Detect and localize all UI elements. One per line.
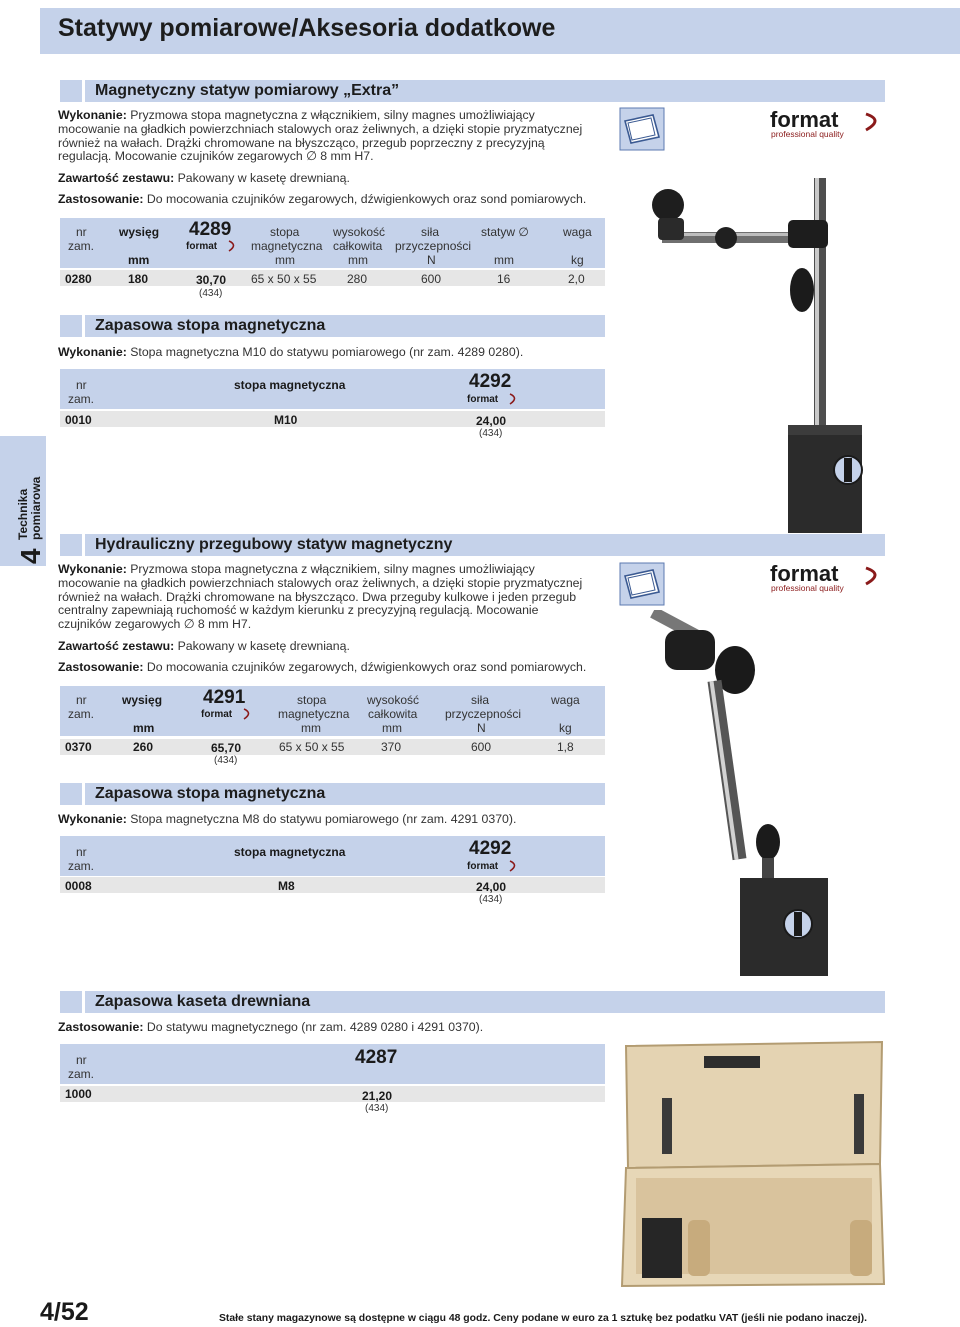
col-header-zam: zam. <box>68 392 95 406</box>
logo-wordmark-small: format <box>467 861 499 872</box>
col-header-stopa-magnetyczna: stopa magnetyczna <box>234 378 346 392</box>
format-logo-small <box>466 392 520 406</box>
format-logo-small <box>466 859 520 873</box>
col-header-waga: waga <box>563 225 592 239</box>
col-header-stopa-2: magnetyczna <box>278 707 350 721</box>
cell-price: 24,00 <box>476 880 507 894</box>
contents-line <box>58 171 350 185</box>
product-image-magnetic-stand <box>648 170 888 540</box>
logo-wordmark-small: format <box>467 394 499 405</box>
cell-nr: 0008 <box>65 879 92 893</box>
contents-text: Pakowany w kasetę drewnianą. <box>174 171 350 185</box>
col-header-stopa-unit: mm <box>275 253 295 267</box>
col-header-zam: zam. <box>68 239 95 253</box>
logo-wordmark: format <box>770 108 839 132</box>
cell-stopa: 65 x 50 x 55 <box>279 740 345 754</box>
col-header-sila-unit: N <box>477 721 486 735</box>
cell-wysieg: 180 <box>128 272 149 286</box>
cell-nr: 0280 <box>65 272 92 286</box>
table-header <box>60 1044 605 1084</box>
application-text: Do statywu magnetycznego (nr zam. 4289 0280 i 4291 0370). <box>143 1020 484 1034</box>
col-header-zam: zam. <box>68 1067 95 1081</box>
col-header-sila: siła <box>471 693 490 707</box>
col-header-sila-2: przyczepności <box>445 707 522 721</box>
contents-line <box>58 639 350 653</box>
description-line: również na wałach. Drążki chromowane na błyszcząco, przegub poprzeczny z precyzyjną <box>58 135 545 150</box>
format-logo <box>768 108 888 140</box>
logo-wordmark: format <box>770 562 839 586</box>
article-number: 4289 <box>189 219 232 240</box>
label-wykonanie: Wykonanie: <box>58 562 127 576</box>
col-header-wysieg: wysięg <box>119 225 160 239</box>
table-row <box>60 411 605 427</box>
section-title: Magnetyczny statyw pomiarowy „Extra” <box>85 80 885 102</box>
label-wykonanie: Wykonanie: <box>58 345 127 359</box>
section-title: Zapasowa stopa magnetyczna <box>85 315 605 337</box>
label-zastosowanie: Zastosowanie: <box>58 660 144 674</box>
col-header-wysieg: wysięg <box>122 693 163 707</box>
section-marker <box>60 315 82 337</box>
col-header-wysokosc-unit: mm <box>382 721 402 735</box>
cell-sila: 600 <box>421 272 442 286</box>
application-line <box>58 1020 483 1034</box>
col-header-stopa-2: magnetyczna <box>251 239 323 253</box>
description-line: mocowanie na gładkich powierzchniach stalowych oraz żeliwnych, a dzięki stopie pryzmatycznej <box>58 121 583 136</box>
cell-price: 65,70 <box>211 741 242 755</box>
col-header-nr: nr <box>76 378 87 392</box>
cell-price-ref: (434) <box>479 428 503 439</box>
cell-waga: 1,8 <box>557 740 574 754</box>
label-zawartosc: Zawartość zestawu: <box>58 171 175 185</box>
cell-waga: 2,0 <box>568 272 585 286</box>
cell-stopa: M8 <box>278 879 295 893</box>
col-header-stopa-magnetyczna: stopa magnetyczna <box>234 845 346 859</box>
description-line <box>58 345 523 359</box>
format-logo-small <box>200 707 254 721</box>
cell-nr: 0370 <box>65 740 92 754</box>
description-text: Stopa magnetyczna M10 do statywu pomiarowego (nr zam. 4289 0280). <box>126 345 524 359</box>
col-header-wysokosc-2: całkowita <box>368 707 418 721</box>
label-zawartosc: Zawartość zestawu: <box>58 639 175 653</box>
chapter-number: 4 <box>15 548 46 564</box>
label-wykonanie: Wykonanie: <box>58 108 127 122</box>
application-text: Do mocowania czujników zegarowych, dźwigienkowych oraz sond pomiarowych. <box>143 192 587 206</box>
col-header-statyw: statyw ∅ <box>481 225 529 239</box>
description-line <box>58 812 516 826</box>
table-row <box>60 877 605 893</box>
cell-sila: 600 <box>471 740 492 754</box>
article-number: 4287 <box>355 1047 398 1068</box>
col-header-stopa: stopa <box>270 225 300 239</box>
description-line: mocowanie na gładkich powierzchniach stalowych oraz żeliwnych, a dzięki stopie pryzmatycznej <box>58 575 583 590</box>
section-marker <box>60 534 82 556</box>
cell-price: 21,20 <box>362 1089 393 1103</box>
article-number: 4292 <box>469 371 512 392</box>
description-line: regulacją. Mocowanie czujników zegarowych ∅ 8 mm H7. <box>58 149 374 164</box>
cell-nr: 0010 <box>65 413 92 427</box>
chapter-tab-label <box>0 436 46 566</box>
description-text: Stopa magnetyczna M8 do statywu pomiarowego (nr zam. 4291 0370). <box>126 812 517 826</box>
col-header-waga-unit: kg <box>559 721 572 735</box>
col-header-nr: nr <box>76 1053 87 1067</box>
section-title: Zapasowa kaseta drewniana <box>85 991 885 1013</box>
section-title: Hydrauliczny przegubowy statyw magnetyczny <box>85 534 885 556</box>
cell-price-ref: (434) <box>365 1103 389 1114</box>
chapter-side-tab <box>0 436 46 566</box>
contents-text: Pakowany w kasetę drewnianą. <box>174 639 350 653</box>
col-header-statyw-unit: mm <box>494 253 514 267</box>
col-header-nr: nr <box>76 225 87 239</box>
col-header-sila: siła <box>421 225 440 239</box>
col-header-nr: nr <box>76 693 87 707</box>
section-title: Zapasowa stopa magnetyczna <box>85 783 605 805</box>
article-number: 4292 <box>469 838 512 859</box>
cell-wysokosc: 370 <box>381 740 402 754</box>
description-line: Pryzmowa stopa magnetyczna z włącznikiem, silny magnes umożliwiający <box>126 562 535 576</box>
footer-note: Stałe stany magazynowe są dostępne w ciągu 48 godz. Ceny podane w euro za 1 sztukę bez podatku VAT (jeśli nie podano inaczej). <box>219 1313 868 1324</box>
section-marker <box>60 80 82 102</box>
section-marker <box>60 991 82 1013</box>
table-row <box>60 1086 605 1102</box>
description-line: Pryzmowa stopa magnetyczna z włącznikiem, silny magnes umożliwiający <box>126 108 535 122</box>
application-line <box>58 660 586 674</box>
cell-stopa: M10 <box>274 413 298 427</box>
section-marker <box>60 783 82 805</box>
format-logo-small <box>185 239 239 253</box>
description-line: czujników zegarowych ∅ 8 mm H7. <box>58 617 252 632</box>
logo-tagline: professional quality <box>771 583 844 593</box>
cell-price: 24,00 <box>476 414 507 428</box>
col-header-waga-unit: kg <box>571 253 584 267</box>
col-header-zam: zam. <box>68 859 95 873</box>
col-header-wysieg-unit: mm <box>128 253 150 267</box>
page-title: Statywy pomiarowe/Aksesoria dodatkowe <box>58 14 556 42</box>
page-number: 4/52 <box>40 1298 89 1326</box>
col-header-sila-unit: N <box>427 253 436 267</box>
logo-wordmark-small: format <box>201 709 233 720</box>
case-icon <box>619 562 665 606</box>
product-image-hydraulic-stand <box>620 610 870 980</box>
col-header-stopa: stopa <box>297 693 327 707</box>
col-header-sila-2: przyczepności <box>395 239 472 253</box>
label-zastosowanie: Zastosowanie: <box>58 192 144 206</box>
description-text <box>58 109 618 164</box>
label-zastosowanie: Zastosowanie: <box>58 1020 144 1034</box>
col-header-wysokosc-unit: mm <box>348 253 368 267</box>
logo-wordmark-small: format <box>186 241 218 252</box>
col-header-wysieg-unit: mm <box>133 721 155 735</box>
cell-stopa: 65 x 50 x 55 <box>251 272 317 286</box>
col-header-nr: nr <box>76 845 87 859</box>
cell-price-ref: (434) <box>214 755 238 766</box>
label-wykonanie: Wykonanie: <box>58 812 127 826</box>
application-line <box>58 192 586 206</box>
col-header-wysokosc-2: całkowita <box>333 239 383 253</box>
chapter-title-line2: pomiarowa <box>29 476 43 540</box>
cell-wysieg: 260 <box>133 740 154 754</box>
cell-price: 30,70 <box>196 273 227 287</box>
logo-tagline: professional quality <box>771 129 844 139</box>
col-header-stopa-unit: mm <box>301 721 321 735</box>
col-header-waga: waga <box>551 693 580 707</box>
col-header-zam: zam. <box>68 707 95 721</box>
cell-price-ref: (434) <box>199 288 223 299</box>
application-text: Do mocowania czujników zegarowych, dźwigienkowych oraz sond pomiarowych. <box>143 660 587 674</box>
cell-statyw: 16 <box>497 272 511 286</box>
cell-wysokosc: 280 <box>347 272 368 286</box>
description-text <box>58 563 618 632</box>
description-line: również na wałach. Drążki chromowane na błyszcząco. Dwa przeguby kulkowe i jeden przegub <box>58 589 577 604</box>
col-header-wysokosc: wysokość <box>333 225 386 239</box>
description-line: centralny zapewniają ruchomość w każdym kierunku z precyzyjną regulacją. Mocowanie <box>58 603 539 618</box>
format-logo <box>768 562 888 594</box>
col-header-wysokosc: wysokość <box>367 693 420 707</box>
cell-nr: 1000 <box>65 1087 92 1101</box>
product-image-wooden-case <box>618 1040 888 1290</box>
chapter-title-line1: Technika <box>16 488 30 540</box>
cell-price-ref: (434) <box>479 894 503 905</box>
case-icon <box>619 107 665 151</box>
article-number: 4291 <box>203 687 246 708</box>
